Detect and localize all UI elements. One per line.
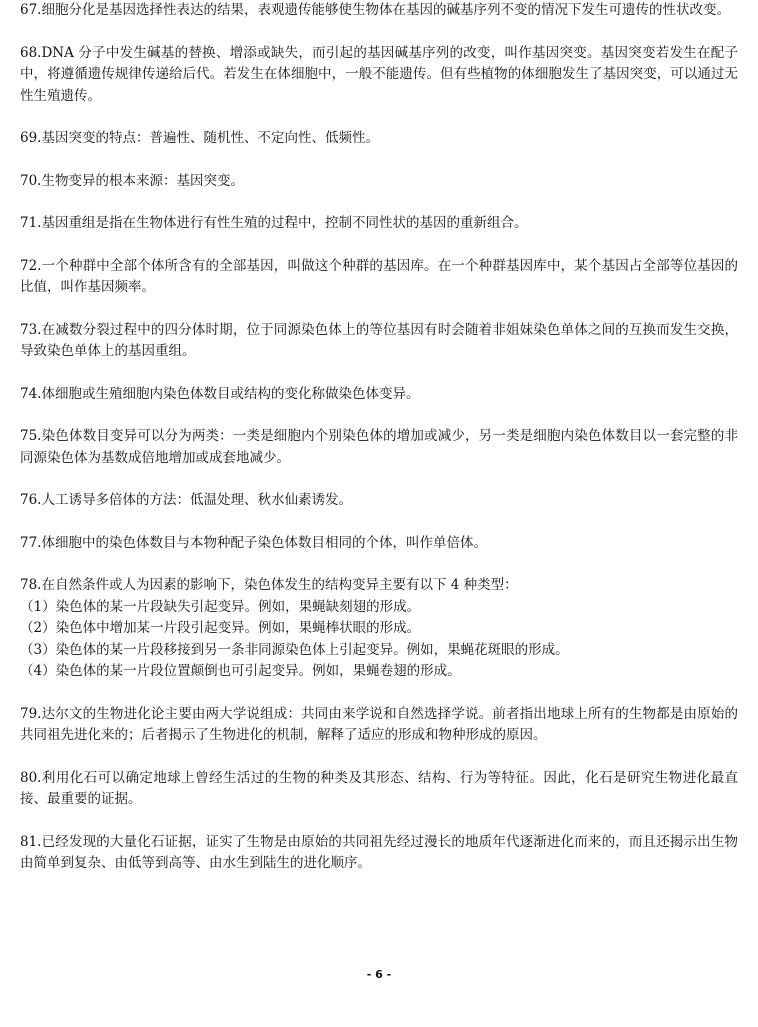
page-number: - 6 - bbox=[366, 968, 392, 981]
paragraph-75: 75.染色体数目变异可以分为两类：一类是细胞内个别染色体的增加或减少，另一类是细胞内染色体数目以一套完整的非同源染色体为基数成倍地增加或成套地减少。 bbox=[20, 428, 738, 466]
paragraph-76: 76.人工诱导多倍体的方法：低温处理、秋水仙素诱发。 bbox=[20, 492, 352, 508]
paragraph-79: 79.达尔文的生物进化论主要由两大学说组成：共同由来学说和自然选择学说。前者指出地球上所有的生物都是由原始的共同祖先进化来的；后者揭示了生物进化的机制，解释了适应的形成和物种形成的原因。 bbox=[20, 705, 738, 743]
paragraph-78-intro: 78.在自然条件或人为因素的影响下，染色体发生的结构变异主要有以下 4 种类型： bbox=[20, 577, 518, 593]
paragraph-74: 74.体细胞或生殖细胞内染色体数目或结构的变化称做染色体变异。 bbox=[20, 385, 420, 402]
paragraph-80: 80.利用化石可以确定地球上曾经生活过的生物的种类及其形态、结构、行为等特征。因此，化石是研究生物进化最直接、最重要的证据。 bbox=[20, 769, 738, 807]
paragraph-72: 72.一个种群中全部个体所含有的全部基因，叫做这个种群的基因库。在一个种群基因库中，某个基因占全部等位基因的比值，叫作基因频率。 bbox=[20, 257, 738, 295]
paragraph-71: 71.基因重组是指在生物体进行有性生殖的过程中，控制不同性状的基因的重新组合。 bbox=[20, 215, 528, 231]
paragraph-81: 81.已经发现的大量化石证据，证实了生物是由原始的共同祖先经过漫长的地质年代逐渐进化而来的，而且还揭示出生物由简单到复杂、由低等到高等、由水生到陆生的进化顺序。 bbox=[20, 833, 738, 871]
paragraph-78 bbox=[20, 575, 738, 683]
paragraph-78-sub-3: （3）染色体的某一片段移接到另一条非同源染色体上引起变异。例如，果蝇花斑眼的形成。 bbox=[20, 641, 569, 658]
paragraph-69: 69.基因突变的特点：普遍性、随机性、不定向性、低频性。 bbox=[20, 130, 379, 146]
document-content bbox=[20, 0, 738, 896]
paragraph-68: 68.DNA 分子中发生碱基的替换、增添或缺失，而引起的基因碱基序列的改变，叫作基因突变。基因突变若发生在配子中，将遵循遗传规律传递给后代。若发生在体细胞中，一般不能遗传。但有些植物的体细胞发生了基因突变，可以通过无性生殖遗传。 bbox=[20, 44, 738, 104]
paragraph-77: 77.体细胞中的染色体数目与本物种配子染色体数目相同的个体，叫作单倍体。 bbox=[20, 534, 487, 551]
paragraph-78-sub-4: （4）染色体的某一片段位置颠倒也可引起变异。例如，果蝇卷翅的形成。 bbox=[20, 663, 461, 679]
paragraph-73: 73.在减数分裂过程中的四分体时期，位于同源染色体上的等位基因有时会随着非姐妹染色单体之间的互换而发生交换，导致染色单体上的基因重组。 bbox=[20, 321, 738, 359]
paragraph-78-sub-1: （1）染色体的某一片段缺失引起变异。例如，果蝇缺刻翅的形成。 bbox=[20, 598, 421, 615]
paragraph-67: 67.细胞分化是基因选择性表达的结果，表观遗传能够使生物体在基因的碱基序列不变的情况下发生可遗传的性状改变。 bbox=[20, 2, 730, 18]
paragraph-70: 70.生物变异的根本来源：基因突变。 bbox=[20, 172, 244, 189]
paragraph-78-sub-2: （2）染色体中增加某一片段引起变异。例如，果蝇棒状眼的形成。 bbox=[20, 620, 421, 636]
